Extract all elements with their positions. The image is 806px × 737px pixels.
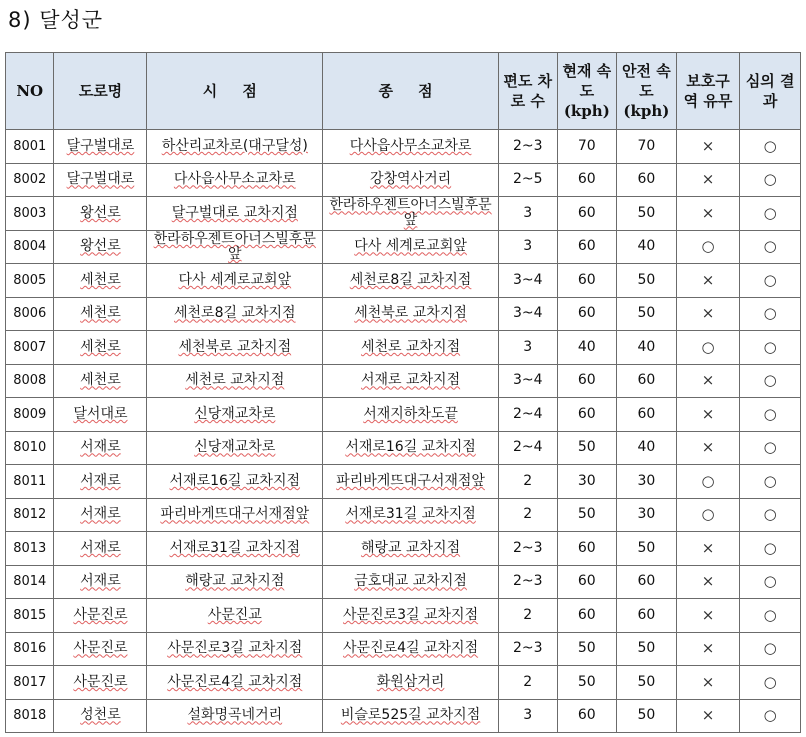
table-row	[6, 364, 801, 398]
cell-protected-zone: ○	[676, 331, 740, 365]
cell-start: 다사읍사무소교차로	[147, 163, 323, 197]
cell-end: 다사읍사무소교차로	[323, 130, 499, 164]
cell-review: ○	[740, 699, 801, 733]
table-row	[6, 398, 801, 432]
cell-protected-zone: ×	[676, 264, 740, 298]
cell-current-speed: 70	[557, 130, 617, 164]
cell-start: 하산리교차로(대구달성)	[147, 130, 323, 164]
cell-lanes: 2	[498, 599, 557, 633]
cell-safe-speed: 40	[617, 331, 677, 365]
cell-current-speed: 60	[557, 565, 617, 599]
cell-start: 세천북로 교차지점	[147, 331, 323, 365]
cell-current-speed: 50	[557, 498, 617, 532]
cell-start: 달구벌대로 교차지점	[147, 197, 323, 231]
cell-safe-speed: 50	[617, 666, 677, 700]
cell-no: 8007	[6, 331, 54, 365]
cell-safe-speed: 60	[617, 599, 677, 633]
cell-lanes: 2	[498, 498, 557, 532]
cell-road: 세천로	[54, 331, 147, 365]
cell-no: 8014	[6, 565, 54, 599]
cell-lanes: 2	[498, 465, 557, 499]
cell-protected-zone: ×	[676, 297, 740, 331]
cell-protected-zone: ×	[676, 565, 740, 599]
cell-no: 8010	[6, 431, 54, 465]
cell-road: 왕선로	[54, 230, 147, 264]
cell-protected-zone: ×	[676, 599, 740, 633]
cell-review: ○	[740, 331, 801, 365]
cell-safe-speed: 50	[617, 632, 677, 666]
cell-current-speed: 60	[557, 364, 617, 398]
cell-road: 사문진로	[54, 599, 147, 633]
cell-review: ○	[740, 599, 801, 633]
cell-end: 다사 세계로교회앞	[323, 230, 499, 264]
cell-road: 세천로	[54, 264, 147, 298]
cell-safe-speed: 40	[617, 431, 677, 465]
cell-end: 세천북로 교차지점	[323, 297, 499, 331]
cell-review: ○	[740, 666, 801, 700]
cell-lanes: 2~5	[498, 163, 557, 197]
speed-limit-table	[5, 52, 801, 733]
table-row	[6, 532, 801, 566]
cell-no: 8006	[6, 297, 54, 331]
table-row	[6, 565, 801, 599]
cell-road: 사문진로	[54, 632, 147, 666]
cell-protected-zone: ×	[676, 398, 740, 432]
cell-safe-speed: 60	[617, 364, 677, 398]
table-row	[6, 230, 801, 264]
table-row	[6, 331, 801, 365]
cell-current-speed: 60	[557, 230, 617, 264]
cell-no: 8012	[6, 498, 54, 532]
cell-lanes: 3	[498, 699, 557, 733]
cell-protected-zone: ×	[676, 699, 740, 733]
cell-safe-speed: 60	[617, 565, 677, 599]
cell-review: ○	[740, 465, 801, 499]
cell-safe-speed: 50	[617, 699, 677, 733]
header-start: 시 점	[147, 53, 323, 130]
cell-start: 다사 세계로교회앞	[147, 264, 323, 298]
cell-lanes: 2~4	[498, 398, 557, 432]
cell-road: 세천로	[54, 364, 147, 398]
table-row	[6, 197, 801, 231]
cell-start: 사문진로3길 교차지점	[147, 632, 323, 666]
table-row	[6, 699, 801, 733]
cell-lanes: 2~4	[498, 431, 557, 465]
cell-current-speed: 60	[557, 264, 617, 298]
cell-lanes: 3	[498, 331, 557, 365]
header-lanes: 편도 차로 수	[498, 53, 557, 130]
cell-start: 설화명곡네거리	[147, 699, 323, 733]
cell-start: 신당재교차로	[147, 398, 323, 432]
cell-review: ○	[740, 130, 801, 164]
table-row	[6, 431, 801, 465]
cell-current-speed: 60	[557, 197, 617, 231]
cell-lanes: 3~4	[498, 264, 557, 298]
cell-end: 사문진로4길 교차지점	[323, 632, 499, 666]
table-row	[6, 666, 801, 700]
cell-start: 한라하우젠트아너스빌후문앞	[147, 230, 323, 264]
cell-current-speed: 50	[557, 632, 617, 666]
cell-road: 서재로	[54, 498, 147, 532]
cell-lanes: 2~3	[498, 632, 557, 666]
cell-safe-speed: 60	[617, 398, 677, 432]
cell-current-speed: 50	[557, 431, 617, 465]
cell-current-speed: 40	[557, 331, 617, 365]
cell-review: ○	[740, 163, 801, 197]
cell-road: 서재로	[54, 532, 147, 566]
cell-no: 8001	[6, 130, 54, 164]
cell-end: 파리바게뜨대구서재점앞	[323, 465, 499, 499]
cell-end: 서재로16길 교차지점	[323, 431, 499, 465]
cell-review: ○	[740, 230, 801, 264]
header-no: NO	[6, 53, 54, 130]
cell-protected-zone: ×	[676, 431, 740, 465]
cell-lanes: 3~4	[498, 364, 557, 398]
table-row	[6, 297, 801, 331]
cell-end: 서재로31길 교차지점	[323, 498, 499, 532]
table-row	[6, 130, 801, 164]
cell-protected-zone: ○	[676, 465, 740, 499]
cell-start: 서재로31길 교차지점	[147, 532, 323, 566]
cell-start: 세천로8길 교차지점	[147, 297, 323, 331]
cell-end: 한라하우젠트아너스빌후문앞	[323, 197, 499, 231]
cell-review: ○	[740, 565, 801, 599]
cell-road: 서재로	[54, 565, 147, 599]
cell-no: 8011	[6, 465, 54, 499]
cell-start: 신당재교차로	[147, 431, 323, 465]
cell-safe-speed: 40	[617, 230, 677, 264]
cell-road: 달구벌대로	[54, 163, 147, 197]
cell-start: 세천로 교차지점	[147, 364, 323, 398]
cell-end: 화원삼거리	[323, 666, 499, 700]
cell-start: 파리바게뜨대구서재점앞	[147, 498, 323, 532]
cell-protected-zone: ×	[676, 632, 740, 666]
cell-protected-zone: ×	[676, 532, 740, 566]
table-row	[6, 264, 801, 298]
cell-no: 8009	[6, 398, 54, 432]
cell-end: 서재지하차도끝	[323, 398, 499, 432]
cell-no: 8002	[6, 163, 54, 197]
cell-current-speed: 60	[557, 532, 617, 566]
cell-current-speed: 30	[557, 465, 617, 499]
cell-protected-zone: ×	[676, 364, 740, 398]
cell-start: 서재로16길 교차지점	[147, 465, 323, 499]
table-row	[6, 498, 801, 532]
cell-safe-speed: 50	[617, 532, 677, 566]
cell-protected-zone: ○	[676, 230, 740, 264]
cell-lanes: 2~3	[498, 532, 557, 566]
cell-road: 성천로	[54, 699, 147, 733]
table-row	[6, 465, 801, 499]
cell-review: ○	[740, 498, 801, 532]
cell-current-speed: 60	[557, 297, 617, 331]
section-title: 8) 달성군	[8, 8, 104, 32]
cell-end: 해랑교 교차지점	[323, 532, 499, 566]
cell-start: 사문진로4길 교차지점	[147, 666, 323, 700]
cell-review: ○	[740, 297, 801, 331]
cell-review: ○	[740, 197, 801, 231]
cell-current-speed: 60	[557, 398, 617, 432]
cell-no: 8013	[6, 532, 54, 566]
cell-protected-zone: ×	[676, 197, 740, 231]
cell-start: 해랑교 교차지점	[147, 565, 323, 599]
cell-end: 세천로8길 교차지점	[323, 264, 499, 298]
cell-protected-zone: ×	[676, 130, 740, 164]
cell-review: ○	[740, 264, 801, 298]
table-row	[6, 599, 801, 633]
cell-current-speed: 60	[557, 699, 617, 733]
cell-current-speed: 60	[557, 599, 617, 633]
cell-end: 세천로 교차지점	[323, 331, 499, 365]
cell-safe-speed: 50	[617, 197, 677, 231]
cell-road: 서재로	[54, 465, 147, 499]
cell-end: 사문진로3길 교차지점	[323, 599, 499, 633]
header-safe-speed: 안전 속도 (kph)	[617, 53, 677, 130]
cell-current-speed: 60	[557, 163, 617, 197]
cell-review: ○	[740, 364, 801, 398]
cell-current-speed: 50	[557, 666, 617, 700]
cell-protected-zone: ○	[676, 498, 740, 532]
cell-protected-zone: ×	[676, 666, 740, 700]
header-end: 종 점	[323, 53, 499, 130]
table-row	[6, 632, 801, 666]
cell-no: 8015	[6, 599, 54, 633]
cell-end: 서재로 교차지점	[323, 364, 499, 398]
header-row	[6, 53, 801, 130]
cell-safe-speed: 50	[617, 264, 677, 298]
cell-lanes: 2~3	[498, 565, 557, 599]
cell-end: 비슬로525길 교차지점	[323, 699, 499, 733]
cell-review: ○	[740, 532, 801, 566]
cell-road: 세천로	[54, 297, 147, 331]
cell-protected-zone: ×	[676, 163, 740, 197]
cell-review: ○	[740, 398, 801, 432]
header-current-speed: 현재 속도 (kph)	[557, 53, 617, 130]
cell-review: ○	[740, 431, 801, 465]
cell-road: 달서대로	[54, 398, 147, 432]
cell-no: 8004	[6, 230, 54, 264]
cell-no: 8018	[6, 699, 54, 733]
cell-safe-speed: 70	[617, 130, 677, 164]
cell-review: ○	[740, 632, 801, 666]
header-road: 도로명	[54, 53, 147, 130]
cell-road: 왕선로	[54, 197, 147, 231]
cell-no: 8017	[6, 666, 54, 700]
header-protected-zone: 보호구 역 유무	[676, 53, 740, 130]
cell-no: 8005	[6, 264, 54, 298]
cell-lanes: 3~4	[498, 297, 557, 331]
cell-lanes: 3	[498, 230, 557, 264]
cell-lanes: 2	[498, 666, 557, 700]
cell-start: 사문진교	[147, 599, 323, 633]
cell-safe-speed: 50	[617, 297, 677, 331]
cell-no: 8016	[6, 632, 54, 666]
cell-no: 8003	[6, 197, 54, 231]
cell-no: 8008	[6, 364, 54, 398]
cell-road: 달구벌대로	[54, 130, 147, 164]
cell-safe-speed: 30	[617, 465, 677, 499]
page-cutoff	[0, 733, 806, 737]
table-row	[6, 163, 801, 197]
cell-lanes: 3	[498, 197, 557, 231]
cell-road: 사문진로	[54, 666, 147, 700]
cell-road: 서재로	[54, 431, 147, 465]
cell-lanes: 2~3	[498, 130, 557, 164]
cell-safe-speed: 60	[617, 163, 677, 197]
cell-end: 금호대교 교차지점	[323, 565, 499, 599]
cell-safe-speed: 30	[617, 498, 677, 532]
cell-end: 강창역사거리	[323, 163, 499, 197]
header-review: 심의 결과	[740, 53, 801, 130]
